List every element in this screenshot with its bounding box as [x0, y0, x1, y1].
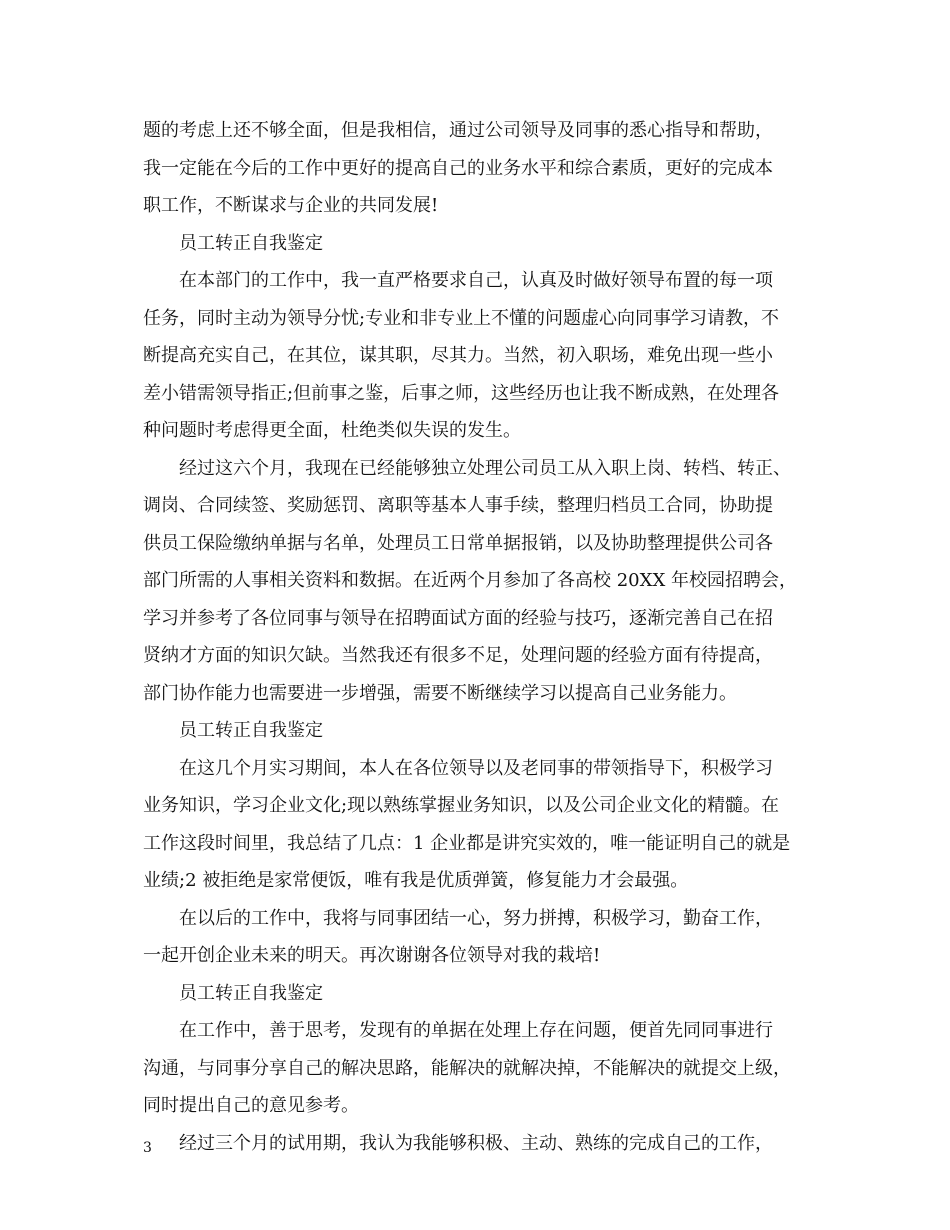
text-line: 职工作，不断谋求与企业的共同发展!	[143, 195, 439, 216]
text-line: 经过这六个月，我现在已经能够独立处理公司员工从入职上岗、转档、转正、	[179, 457, 791, 479]
text-line: 我一定能在今后的工作中更好的提高自己的业务水平和综合素质，更好的完成本	[143, 157, 773, 179]
text-line: 业务知识，学习企业文化;现以熟练掌握业务知识，以及公司企业文化的精髓。在	[143, 795, 780, 816]
text-line: 同时提出自己的意见参考。	[143, 1095, 359, 1116]
text-line: 供员工保险缴纳单据与名单，处理员工日常单据报销，以及协助整理提供公司各	[143, 532, 773, 554]
text-line: 经过三个月的试用期，我认为我能够积极、主动、熟练的完成自己的工作，	[179, 1132, 773, 1154]
text-line: 差小错需领导指正;但前事之鉴，后事之师，这些经历也让我不断成熟，在处理各	[143, 382, 780, 404]
text-line: 在工作中，善于思考，发现有的单据在处理上存在问题，便首先同同事进行	[179, 1020, 773, 1041]
text-line: 员工转正自我鉴定	[179, 232, 323, 254]
document-body	[143, 112, 823, 1162]
text-line: 一起开创企业未来的明天。再次谢谢各位领导对我的栽培!	[143, 945, 601, 966]
text-line: 沟通，与同事分享自己的解决思路，能解决的就解决掉，不能解决的就提交上级，	[143, 1057, 791, 1079]
text-line: 业绩;2 被拒绝是家常便饭，唯有我是优质弹簧，修复能力才会最强。	[143, 870, 689, 891]
text-line: 工作这段时间里，我总结了几点：1 企业都是讲究实效的，唯一能证明自己的就是	[143, 832, 791, 854]
text-line: 种问题时考虑得更全面，杜绝类似失误的发生。	[143, 420, 521, 441]
text-line: 员工转正自我鉴定	[179, 982, 323, 1004]
text-line: 员工转正自我鉴定	[179, 720, 323, 741]
text-line: 部门所需的人事相关资料和数据。在近两个月参加了各高校 20XX 年校园招聘会，	[143, 570, 797, 591]
text-line: 部门协作能力也需要进一步增强，需要不断继续学习以提高自己业务能力。	[143, 682, 737, 704]
text-line: 断提高充实自己，在其位，谋其职，尽其力。当然，初入职场，难免出现一些小	[143, 345, 773, 366]
text-line: 贤纳才方面的知识欠缺。当然我还有很多不足，处理问题的经验方面有待提高，	[143, 645, 773, 666]
text-line: 学习并参考了各位同事与领导在招聘面试方面的经验与技巧，逐渐完善自己在招	[143, 607, 773, 629]
text-line: 任务，同时主动为领导分忧;专业和非专业上不懂的问题虚心向同事学习请教，不	[143, 307, 780, 329]
page-number: 3	[143, 1140, 152, 1156]
text-line: 调岗、合同续签、奖励惩罚、离职等基本人事手续，整理归档员工合同，协助提	[143, 495, 773, 516]
text-line: 在本部门的工作中，我一直严格要求自己，认真及时做好领导布置的每一项	[179, 270, 773, 291]
text-line: 题的考虑上还不够全面，但是我相信，通过公司领导及同事的悉心指导和帮助，	[143, 120, 773, 141]
text-line: 在以后的工作中，我将与同事团结一心，努力拼搏，积极学习，勤奋工作，	[179, 907, 773, 929]
text-line: 在这几个月实习期间，本人在各位领导以及老同事的带领指导下，积极学习	[179, 757, 773, 779]
